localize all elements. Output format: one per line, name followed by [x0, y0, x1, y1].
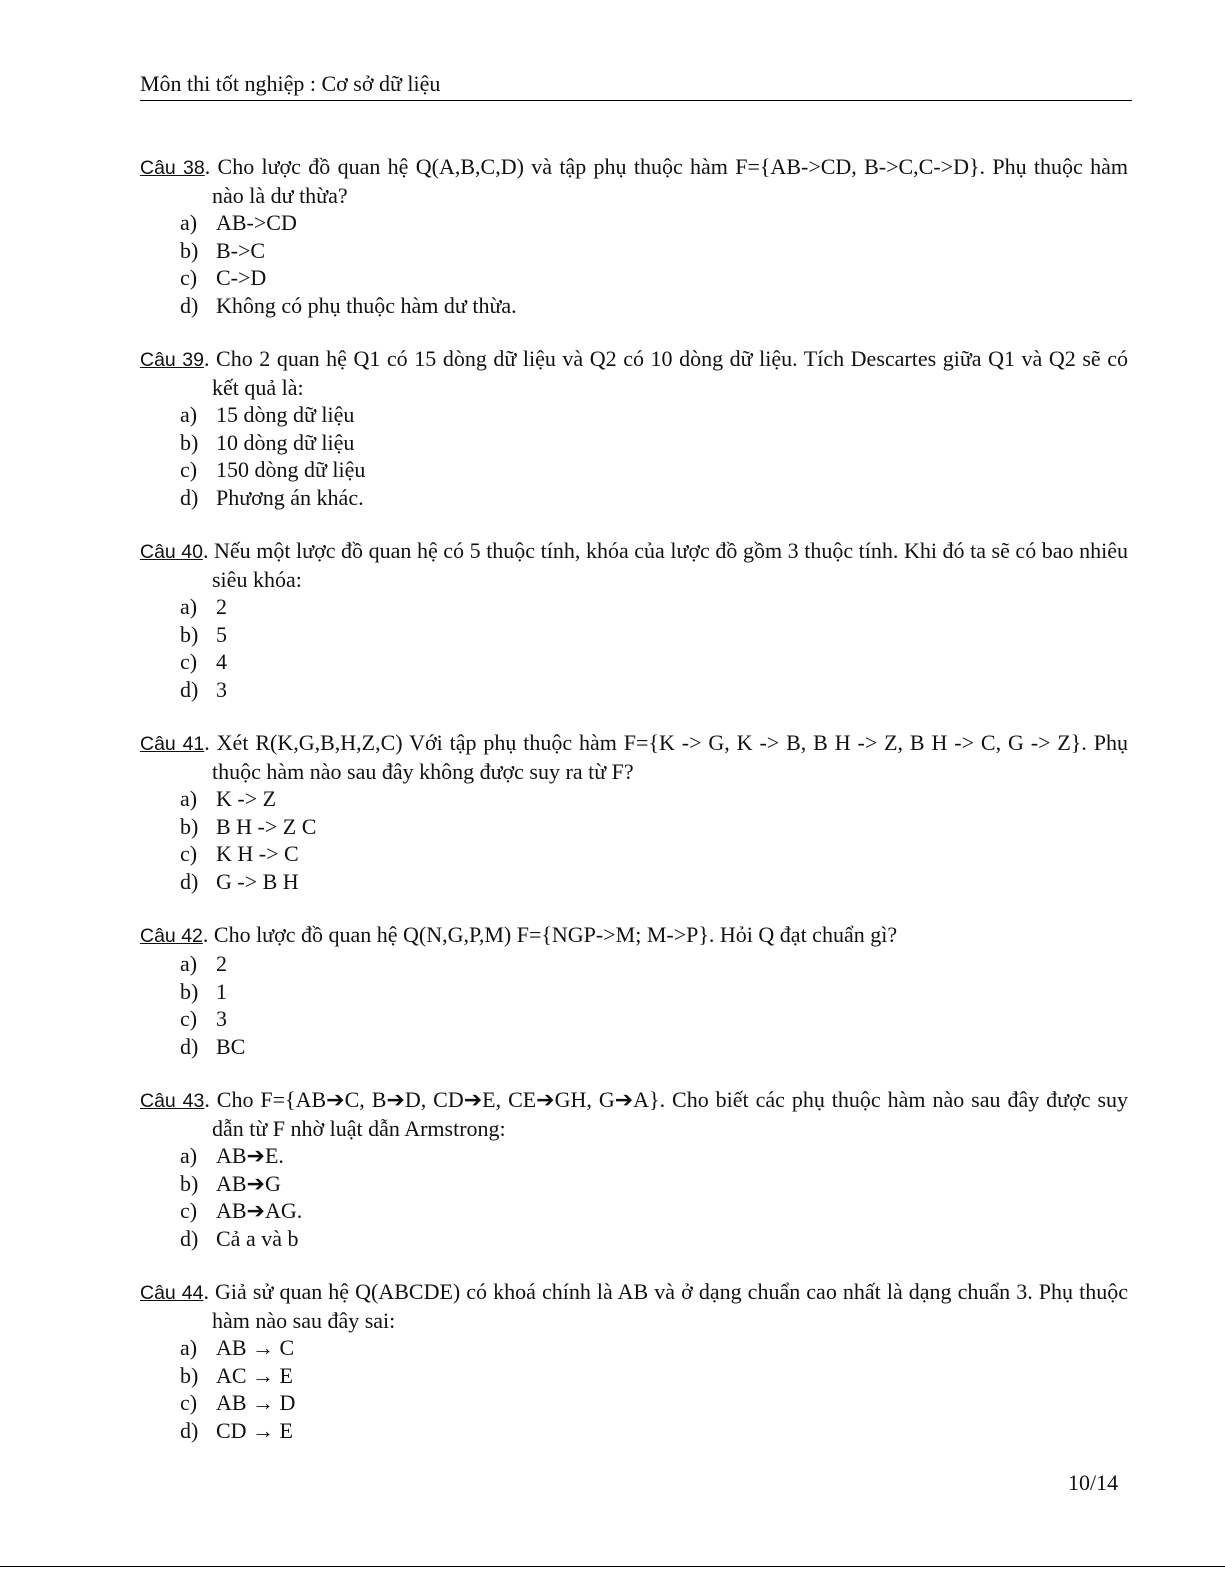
question-label: Câu 44: [140, 1282, 204, 1304]
answer-option: [180, 1225, 1128, 1253]
answer-text: AB->CD: [216, 210, 297, 235]
answer-text: B H -> Z C: [216, 813, 317, 839]
question-38: [140, 153, 1128, 319]
question-44: [140, 1278, 1128, 1444]
answer-letter: b): [180, 237, 199, 263]
answer-text: AB → D: [216, 1390, 296, 1415]
answer-letter: c): [180, 1198, 198, 1223]
answer-option: [180, 621, 1128, 649]
answer-text: 15 dòng dữ liệu: [216, 402, 355, 427]
answer-text: AB➔G: [216, 1170, 281, 1196]
answer-text: 1: [216, 978, 227, 1004]
answer-text: 4: [216, 649, 227, 674]
answer-option: [180, 264, 1128, 292]
answer-letter: c): [180, 457, 198, 482]
answer-option: [180, 237, 1128, 265]
question-label: Câu 42: [140, 925, 203, 947]
question-43: [140, 1086, 1128, 1252]
question-label: Câu 41: [140, 733, 205, 755]
answer-option: [180, 1170, 1128, 1198]
answer-text: C->D: [216, 265, 267, 290]
question-text: . Cho F={AB➔C, B➔D, CD➔E, CE➔GH, G➔A}. Cho biết các phụ thuộc hàm nào sau đây được suy dẫn từ F nhờ luật dẫn Armstrong:: [204, 1087, 1129, 1141]
answer-option: [180, 1334, 1128, 1362]
bottom-rule: [0, 1566, 1225, 1567]
question-label: Câu 40: [140, 541, 203, 563]
answer-letter: b): [180, 621, 199, 647]
answer-option: [180, 868, 1128, 896]
answer-letter: a): [180, 1335, 198, 1360]
answer-option: [180, 648, 1128, 676]
answer-letter: b): [180, 813, 199, 839]
answer-letter: a): [180, 951, 198, 976]
answer-letter: a): [180, 786, 198, 811]
answer-option: [180, 209, 1128, 237]
answer-text: Cả a và b: [216, 1225, 299, 1251]
answer-text: BC: [216, 1033, 246, 1059]
question-text: . Xét R(K,G,B,H,Z,C) Với tập phụ thuộc hàm F={K -> G, K -> B, B H -> Z, B H -> C, G -> Z}. Phụ thuộc hàm nào sau đây không được suy ra từ F?: [204, 730, 1128, 784]
answer-text: 10 dòng dữ liệu: [216, 429, 355, 455]
question-text: . Nếu một lược đồ quan hệ có 5 thuộc tính, khóa của lược đồ gồm 3 thuộc tính. Khi đó ta sẽ có bao nhiêu siêu khóa:: [202, 538, 1128, 592]
answer-text: 3: [216, 676, 227, 702]
answer-text: B->C: [216, 237, 266, 263]
answer-letter: a): [180, 210, 198, 235]
answer-option: [180, 1033, 1128, 1061]
answer-list: [140, 593, 1128, 703]
answer-option: [180, 840, 1128, 868]
answer-option: [180, 676, 1128, 704]
answer-text: AB → C: [216, 1335, 295, 1360]
answer-option: [180, 1362, 1128, 1390]
question-40: [140, 537, 1128, 703]
page-header: [140, 70, 1132, 101]
answer-letter: d): [180, 1033, 199, 1059]
answer-letter: c): [180, 649, 198, 674]
answer-text: 2: [216, 951, 227, 976]
answer-letter: b): [180, 978, 199, 1004]
answer-text: AB➔E.: [216, 1143, 284, 1168]
answer-letter: b): [180, 1362, 199, 1388]
answer-text: Phương án khác.: [216, 484, 364, 510]
question-41: [140, 729, 1128, 895]
answer-letter: b): [180, 429, 199, 455]
answer-list: [140, 1334, 1128, 1444]
answer-letter: d): [180, 1417, 199, 1443]
answer-text: Không có phụ thuộc hàm dư thừa.: [216, 292, 517, 318]
question-label: Câu 39: [140, 349, 204, 371]
question-list: [140, 153, 1128, 1470]
answer-option: [180, 1142, 1128, 1170]
answer-list: [140, 950, 1128, 1060]
answer-option: [180, 593, 1128, 621]
answer-text: K H -> C: [216, 841, 299, 866]
answer-option: [180, 401, 1128, 429]
header-title: Môn thi tốt nghiệp : Cơ sở dữ liệu: [140, 71, 441, 96]
question-label: Câu 38: [140, 157, 205, 179]
answer-option: [180, 429, 1128, 457]
answer-letter: c): [180, 265, 198, 290]
answer-text: G -> B H: [216, 868, 299, 894]
answer-text: AB➔AG.: [216, 1198, 303, 1223]
answer-letter: d): [180, 676, 199, 702]
answer-option: [180, 950, 1128, 978]
question-text: . Cho 2 quan hệ Q1 có 15 dòng dữ liệu và Q2 có 10 dòng dữ liệu. Tích Descartes giữa Q1 và Q2 sẽ có kết quả là:: [203, 346, 1128, 400]
question-label: Câu 43: [140, 1090, 205, 1112]
answer-letter: a): [180, 1143, 198, 1168]
answer-text: K -> Z: [216, 786, 277, 811]
answer-letter: b): [180, 1170, 199, 1196]
answer-list: [140, 1142, 1128, 1252]
answer-letter: d): [180, 1225, 199, 1251]
answer-letter: c): [180, 1006, 198, 1031]
answer-text: 150 dòng dữ liệu: [216, 457, 366, 482]
answer-letter: a): [180, 594, 198, 619]
answer-option: [180, 292, 1128, 320]
question-42: [140, 921, 1128, 1060]
question-text: . Giả sử quan hệ Q(ABCDE) có khoá chính là AB và ở dạng chuẩn cao nhất là dạng chuẩn 3. Phụ thuộc hàm nào sau đây sai:: [203, 1279, 1128, 1333]
answer-option: [180, 1197, 1128, 1225]
answer-letter: c): [180, 841, 198, 866]
answer-letter: d): [180, 484, 199, 510]
answer-letter: d): [180, 292, 199, 318]
question-text: . Cho lược đồ quan hệ Q(A,B,C,D) và tập phụ thuộc hàm F={AB->CD, B->C,C->D}. Phụ thuộc hàm nào là dư thừa?: [204, 154, 1128, 208]
question-text: . Cho lược đồ quan hệ Q(N,G,P,M) F={NGP->M; M->P}. Hỏi Q đạt chuẩn gì?: [202, 922, 898, 947]
answer-letter: a): [180, 402, 198, 427]
answer-text: 2: [216, 594, 227, 619]
answer-letter: d): [180, 868, 199, 894]
answer-option: [180, 1417, 1128, 1445]
answer-option: [180, 785, 1128, 813]
answer-option: [180, 978, 1128, 1006]
question-39: [140, 345, 1128, 511]
answer-option: [180, 484, 1128, 512]
answer-list: [140, 401, 1128, 511]
answer-text: AC → E: [216, 1362, 293, 1388]
page-number: 10/14: [1068, 1470, 1119, 1495]
answer-text: 5: [216, 621, 227, 647]
answer-list: [140, 785, 1128, 895]
answer-option: [180, 456, 1128, 484]
answer-text: 3: [216, 1006, 227, 1031]
answer-option: [180, 1389, 1128, 1417]
answer-list: [140, 209, 1128, 319]
answer-option: [180, 1005, 1128, 1033]
answer-letter: c): [180, 1390, 198, 1415]
answer-text: CD → E: [216, 1417, 293, 1443]
answer-option: [180, 813, 1128, 841]
